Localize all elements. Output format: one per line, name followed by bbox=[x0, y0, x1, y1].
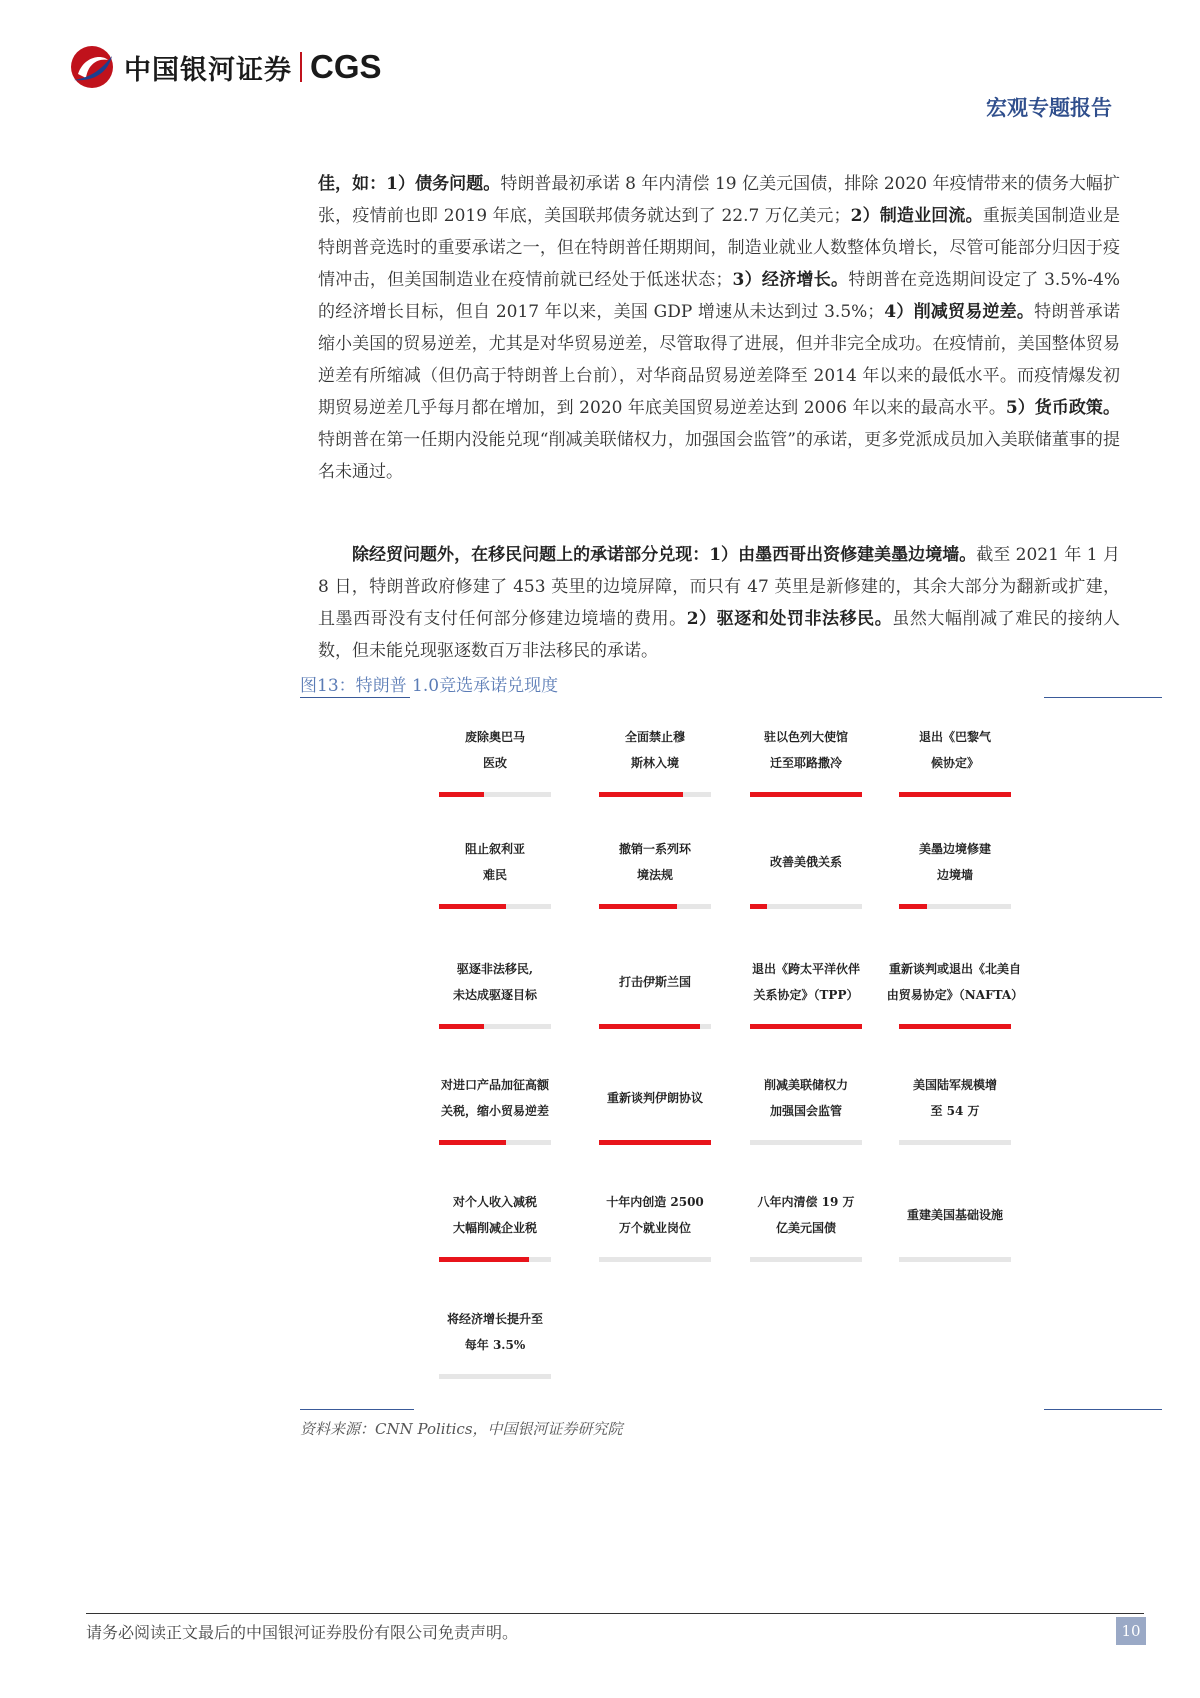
promise-label-line: 驱逐非法移民, bbox=[456, 962, 534, 976]
promise-label-line: 大幅削减企业税 bbox=[452, 1221, 537, 1235]
para2-run: 除经贸问题外，在移民问题上的承诺部分兑现：1）由墨西哥出资修建美墨边境墙。 bbox=[352, 545, 977, 565]
para2-run: 截至 2021 年 1 月 8 日，特朗普政府修建了 453 英里的边境屏障，而只有 47 英里是新修建的，其余大部分为翻新或扩建，且墨西哥没有支付任何部分修建边境墙的费用。 bbox=[318, 545, 1121, 629]
fulfilment-bar-track bbox=[899, 792, 1011, 797]
promise-label bbox=[425, 956, 565, 1008]
fulfilment-bar-track bbox=[750, 792, 862, 797]
promise-label-line: 全面禁止穆 bbox=[624, 730, 685, 744]
promise-label-line: 退出《跨太平洋伙伴 bbox=[751, 962, 860, 976]
promise-label bbox=[585, 1085, 725, 1111]
figure-title: 图13：特朗普 1.0竞选承诺兑现度 bbox=[300, 676, 559, 696]
promise-label bbox=[736, 849, 876, 875]
body-paragraph-2 bbox=[318, 539, 1120, 667]
fulfilment-bar bbox=[899, 792, 1011, 797]
fulfilment-bar-track bbox=[750, 904, 862, 909]
promise-label-line: 对个人收入减税 bbox=[452, 1195, 537, 1209]
fulfilment-bar bbox=[599, 1024, 700, 1029]
promise-label-line: 美国陆军规模增 bbox=[912, 1078, 997, 1092]
promise-label-line: 加强国会监管 bbox=[769, 1104, 842, 1118]
promise-label-line: 削减美联储权力 bbox=[763, 1078, 848, 1092]
fulfilment-bar-track bbox=[439, 1374, 551, 1379]
fulfilment-bar bbox=[439, 1140, 506, 1145]
promise-label-line: 关税，缩小贸易逆差 bbox=[440, 1104, 549, 1118]
promise-label-line: 重新谈判伊朗协议 bbox=[606, 1091, 703, 1105]
figure-source: 资料来源：CNN Politics，中国银河证券研究院 bbox=[300, 1420, 623, 1438]
para1-run: 特朗普在第一任期内没能兑现“削减美联储权力，加强国会监管”的承诺，更多党派成员加入美联储董事的提名未通过。 bbox=[318, 430, 1120, 482]
page-number: 10 bbox=[1116, 1617, 1146, 1645]
fulfilment-bar bbox=[899, 1024, 1011, 1029]
promise-label-line: 未达成驱逐目标 bbox=[452, 988, 537, 1002]
promise-label bbox=[585, 724, 725, 776]
fulfilment-bar-track bbox=[599, 904, 711, 909]
fulfilment-bar-track bbox=[439, 792, 551, 797]
promise-label-line: 八年内清偿 19 万 bbox=[757, 1195, 855, 1209]
logo-cn-text: 中国银河证券 bbox=[124, 54, 292, 86]
fulfilment-bar bbox=[599, 1140, 711, 1145]
logo bbox=[68, 44, 382, 90]
promise-label-line: 境法规 bbox=[636, 868, 673, 882]
report-type: 宏观专题报告 bbox=[986, 95, 1112, 120]
promise-label-line: 迁至耶路撒冷 bbox=[769, 756, 842, 770]
promise-label-line: 对进口产品加征高额 bbox=[440, 1078, 549, 1092]
para1-run: 3）经济增长。 bbox=[732, 270, 849, 290]
fulfilment-bar-track bbox=[439, 1140, 551, 1145]
fulfilment-bar bbox=[599, 904, 677, 909]
promise-label-line: 万个就业岗位 bbox=[618, 1221, 691, 1235]
para1-run: 佳，如：1）债务问题。 bbox=[318, 174, 501, 194]
fulfilment-bar-track bbox=[599, 792, 711, 797]
promise-label-line: 撤销一系列环 bbox=[618, 842, 691, 856]
promise-label bbox=[885, 956, 1025, 1008]
footer-disclaimer: 请务必阅读正文最后的中国银河证券股份有限公司免责声明。 bbox=[86, 1623, 519, 1642]
para1-run: 2）制造业回流。 bbox=[850, 206, 983, 226]
promise-label-line: 医改 bbox=[482, 756, 507, 770]
para2-run: 虽然大幅削减了难民的接纳人数，但未能兑现驱逐数百万非法移民的承诺。 bbox=[318, 609, 1121, 661]
para1-run: 特朗普在竞选期间设定了 3.5%-4%的经济增长目标，但自 2017 年以来，美国 GDP 增速从未达到过 3.5%； bbox=[318, 270, 1121, 322]
promise-label bbox=[736, 1072, 876, 1124]
promise-label-line: 退出《巴黎气 bbox=[918, 730, 991, 744]
promise-label-line: 难民 bbox=[482, 868, 507, 882]
promise-label-line: 废除奥巴马 bbox=[464, 730, 525, 744]
fulfilment-bar-track bbox=[899, 1140, 1011, 1145]
para1-run: 4）削减贸易逆差。 bbox=[884, 302, 1035, 322]
para1-run: 重振美国制造业是特朗普竞选时的重要承诺之一，但在特朗普任期期间，制造业就业人数整体负增长，尽管可能部分归因于疫情冲击，但美国制造业在疫情前就已经处于低迷状态； bbox=[318, 206, 1120, 290]
promise-label bbox=[425, 836, 565, 888]
promise-label-line: 驻以色列大使馆 bbox=[763, 730, 848, 744]
logo-divider bbox=[300, 52, 302, 82]
para2-run: 2）驱逐和处罚非法移民。 bbox=[686, 609, 893, 629]
promise-label-line: 重建美国基础设施 bbox=[906, 1208, 1003, 1222]
figure-rule-left-bottom bbox=[300, 1409, 414, 1410]
footer-divider bbox=[86, 1613, 1144, 1614]
figure-rule-left-top bbox=[300, 697, 410, 698]
fulfilment-bar bbox=[750, 792, 862, 797]
promise-label-line: 关系协定》（TPP） bbox=[753, 988, 859, 1002]
promise-label-line: 将经济增长提升至 bbox=[446, 1312, 543, 1326]
promise-label-line: 至 54 万 bbox=[930, 1104, 980, 1118]
promise-label bbox=[425, 1306, 565, 1358]
promise-label bbox=[885, 1072, 1025, 1124]
fulfilment-bar-track bbox=[750, 1024, 862, 1029]
promise-label-line: 重新谈判或退出《北美自 bbox=[888, 962, 1021, 976]
promise-label-line: 每年 3.5% bbox=[464, 1338, 526, 1352]
promise-label bbox=[585, 969, 725, 995]
promise-label-line: 阻止叙利亚 bbox=[464, 842, 525, 856]
promise-label bbox=[585, 1189, 725, 1241]
promise-label bbox=[736, 724, 876, 776]
fulfilment-bar-track bbox=[439, 904, 551, 909]
para1-run: 特朗普最初承诺 8 年内清偿 19 亿美元国债，排除 2020 年疫情带来的债务大幅扩张，疫情前也即 2019 年底，美国联邦债务就达到了 22.7 万亿美元； bbox=[318, 174, 1120, 226]
fulfilment-bar-track bbox=[439, 1024, 551, 1029]
fulfilment-bar bbox=[439, 792, 484, 797]
promise-label-line: 边境墙 bbox=[936, 868, 973, 882]
fulfilment-bar-track bbox=[599, 1140, 711, 1145]
promise-label bbox=[885, 836, 1025, 888]
promise-label-line: 美墨边境修建 bbox=[918, 842, 991, 856]
promise-label-line: 由贸易协定》（NAFTA） bbox=[886, 988, 1024, 1002]
promise-label-line: 候协定》 bbox=[930, 756, 979, 770]
body-paragraph-1 bbox=[318, 168, 1120, 488]
fulfilment-bar bbox=[599, 792, 683, 797]
promise-label-line: 十年内创造 2500 bbox=[606, 1195, 704, 1209]
para1-run: 5）货币政策。 bbox=[1005, 398, 1120, 418]
fulfilment-bar bbox=[439, 1257, 529, 1262]
fulfilment-bar bbox=[750, 1024, 862, 1029]
promise-label bbox=[736, 956, 876, 1008]
fulfilment-bar-track bbox=[750, 1140, 862, 1145]
fulfilment-bar bbox=[439, 1024, 484, 1029]
para1-run: 特朗普承诺缩小美国的贸易逆差，尤其是对华贸易逆差，尽管取得了进展，但并非完全成功。在疫情前，美国整体贸易逆差有所缩减（但仍高于特朗普上台前），对华商品贸易逆差降至 2014 年以来的最低水平。而疫情爆发初期贸易逆差几乎每月都在增加，到 2020 年底美国贸易逆差达到 2006 年以来的最高水平。 bbox=[318, 302, 1120, 418]
promise-label-line: 改善美俄关系 bbox=[769, 855, 842, 869]
fulfilment-bar bbox=[899, 904, 927, 909]
promise-label bbox=[885, 1202, 1025, 1228]
fulfilment-bar-track bbox=[439, 1257, 551, 1262]
promise-label-line: 亿美元国债 bbox=[775, 1221, 836, 1235]
promise-label-line: 斯林入境 bbox=[630, 756, 679, 770]
fulfilment-bar-track bbox=[599, 1024, 711, 1029]
logo-en-text: CGS bbox=[310, 48, 382, 85]
fulfilment-bar bbox=[750, 904, 767, 909]
promise-label bbox=[425, 1189, 565, 1241]
promise-label bbox=[736, 1189, 876, 1241]
promise-label bbox=[425, 1072, 565, 1124]
promise-label bbox=[585, 836, 725, 888]
fulfilment-bar-track bbox=[899, 904, 1011, 909]
fulfilment-bar-track bbox=[750, 1257, 862, 1262]
fulfilment-bar-track bbox=[899, 1024, 1011, 1029]
promise-label bbox=[425, 724, 565, 776]
figure-rule-right-bottom bbox=[1044, 1409, 1162, 1410]
promise-label-line: 打击伊斯兰国 bbox=[618, 975, 691, 989]
fulfilment-bar-track bbox=[599, 1257, 711, 1262]
figure-rule-right-top bbox=[1044, 697, 1162, 698]
fulfilment-bar-track bbox=[899, 1257, 1011, 1262]
fulfilment-bar bbox=[439, 904, 506, 909]
promise-label bbox=[885, 724, 1025, 776]
cgs-logo-icon bbox=[68, 44, 116, 90]
